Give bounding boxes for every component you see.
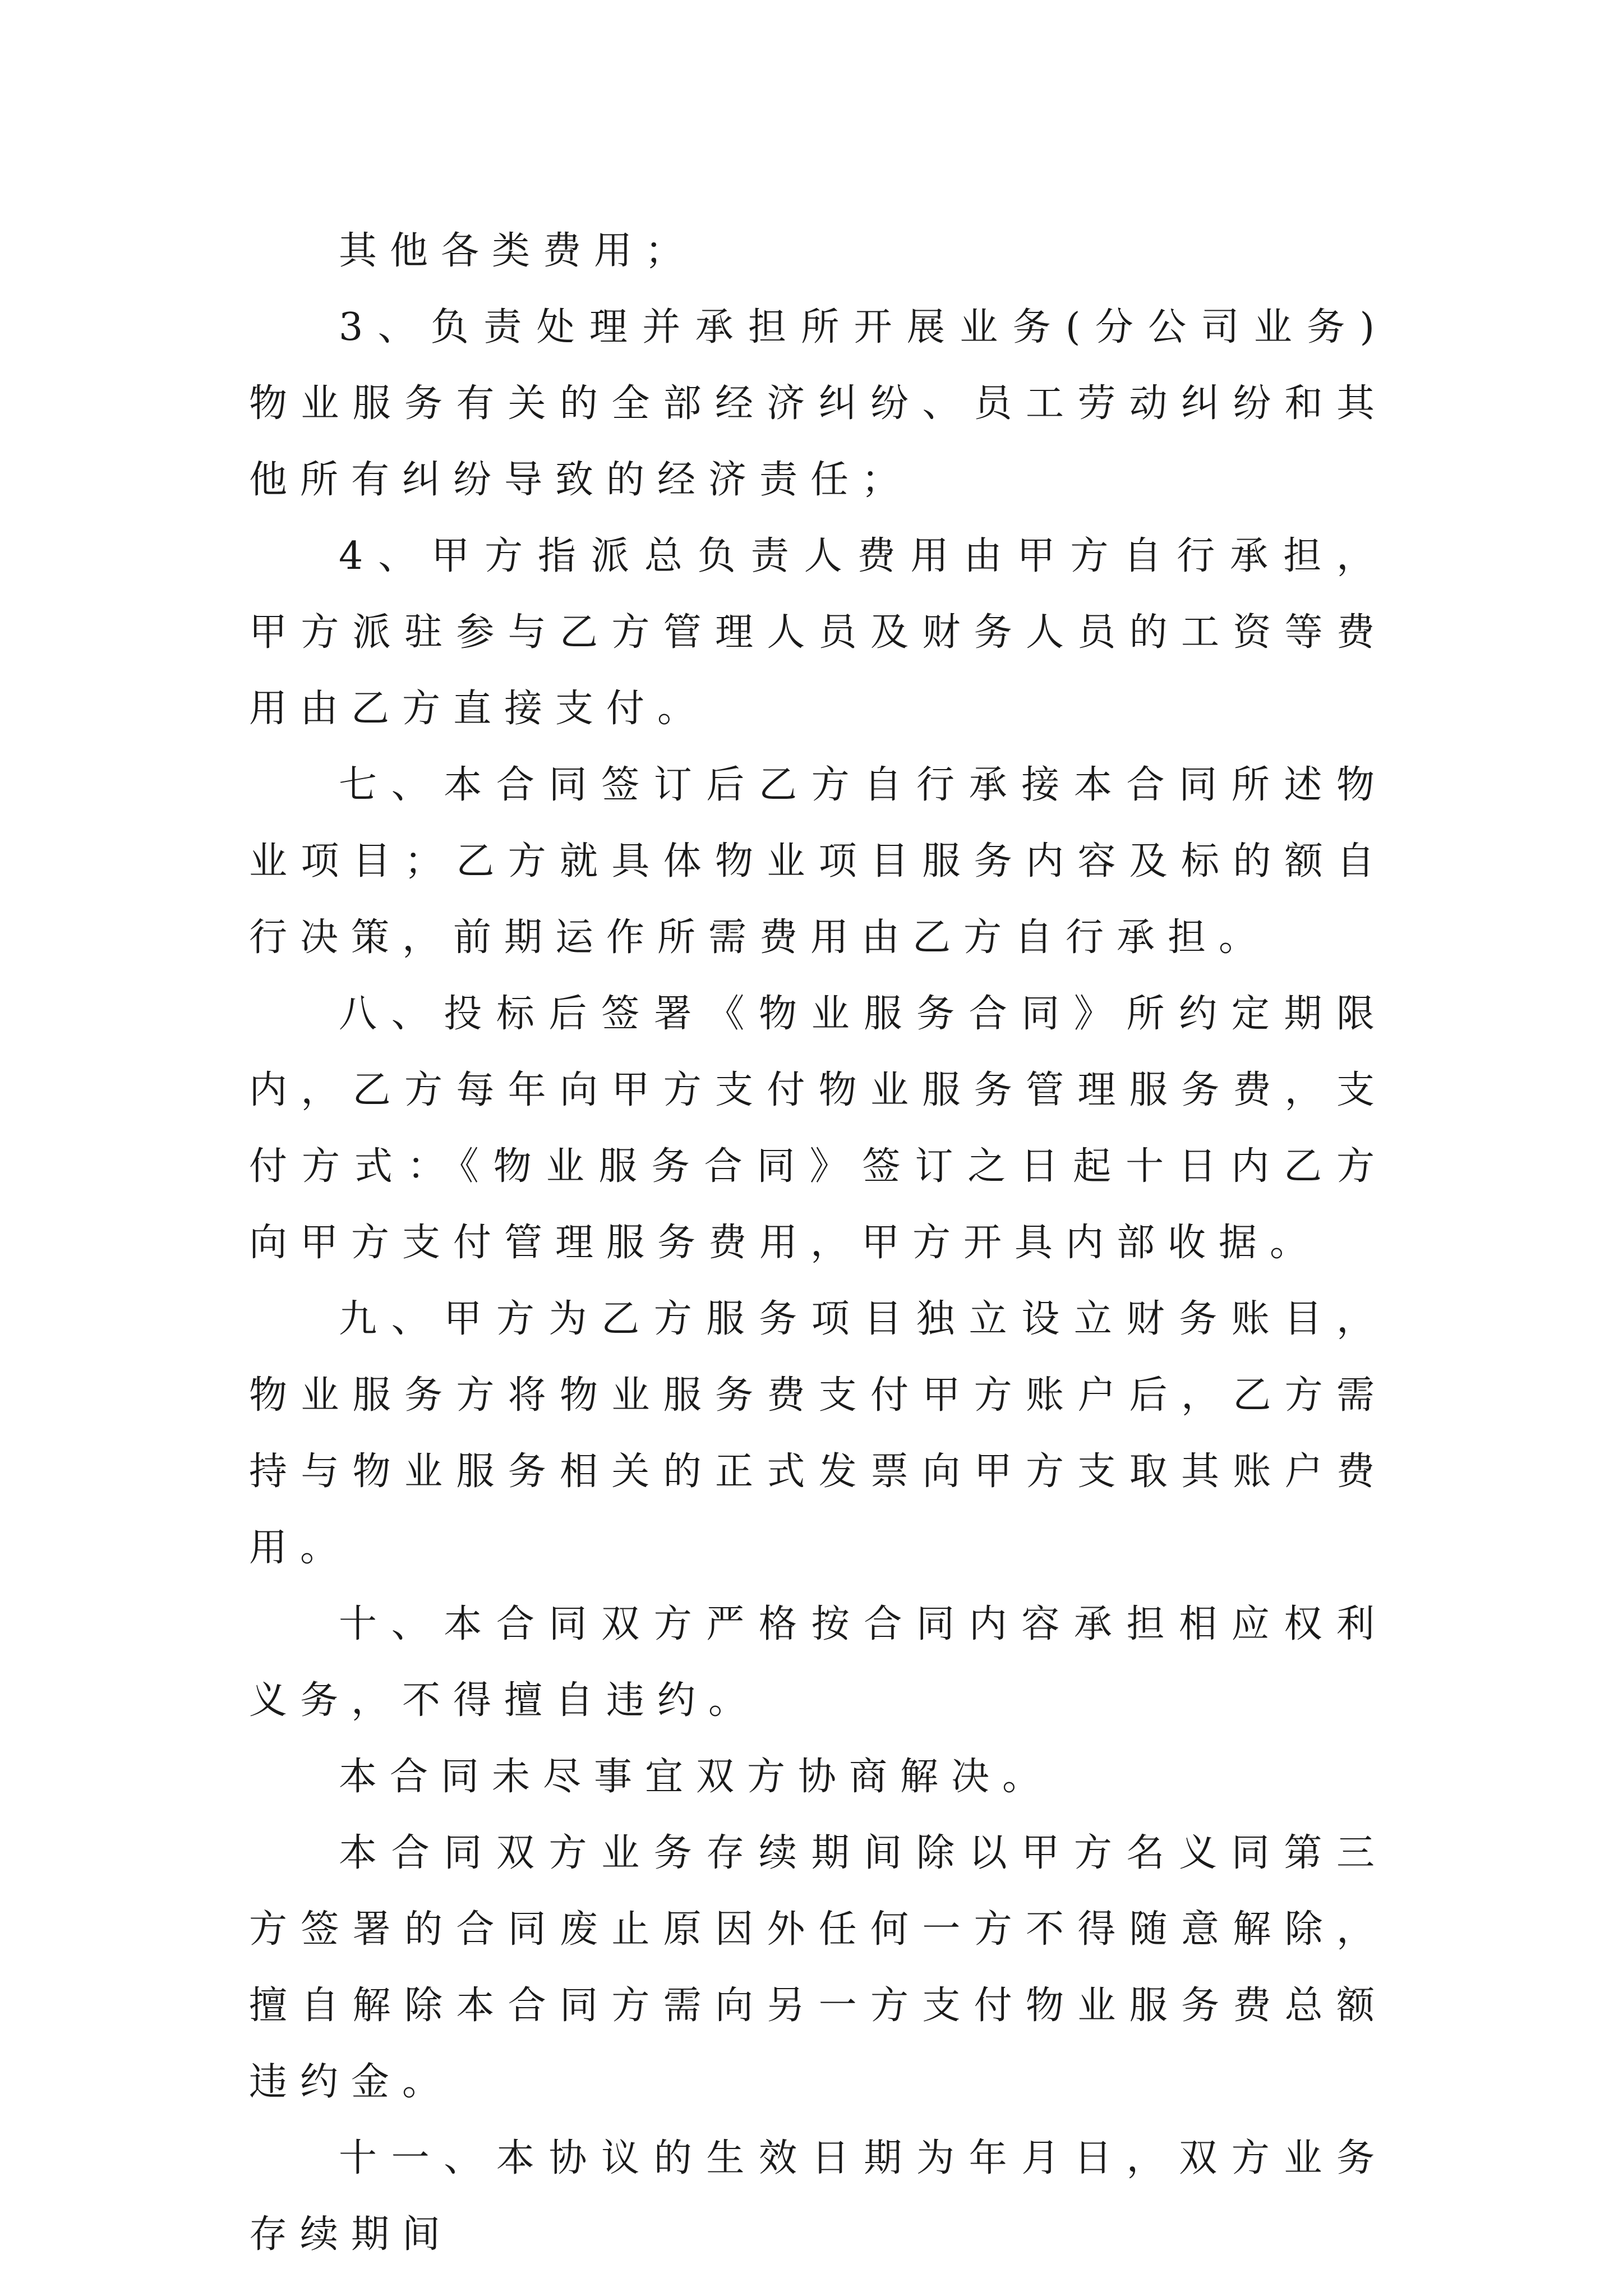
paragraph-item-3-disputes: 3、负责处理并承担所开展业务(分公司业务)物业服务有关的全部经济纠纷、员工劳动纠纷和其他所有纠纷导致的经济责任； <box>249 305 1387 502</box>
paragraph-clause-11: 十一、本协议的生效日期为年月日，双方业务存续期间 <box>249 2136 1387 2257</box>
document-body <box>249 213 1387 2273</box>
paragraph-clause-7: 七、本合同签订后乙方自行承接本合同所述物业项目；乙方就具体物业项目服务内容及标的额自行决策，前期运作所需费用由乙方自行承担。 <box>249 763 1387 960</box>
paragraph-clause-8: 八、投标后签署《物业服务合同》所约定期限内，乙方每年向甲方支付物业服务管理服务费，支付方式：《物业服务合同》签订之日起十日内乙方向甲方支付管理服务费用，甲方开具内部收据。 <box>249 992 1387 1265</box>
paragraph-item-4-staff-costs: 4、甲方指派总负责人费用由甲方自行承担，甲方派驻参与乙方管理人员及财务人员的工资等费用由乙方直接支付。 <box>249 534 1387 731</box>
paragraph-other-fees: 其他各类费用； <box>339 229 697 273</box>
paragraph-clause-10: 十、本合同双方严格按合同内容承担相应权利义务，不得擅自违约。 <box>249 1602 1387 1723</box>
paragraph-termination: 本合同双方业务存续期间除以甲方名义同第三方签署的合同废止原因外任何一方不得随意解除，擅自解除本合同方需向另一方支付物业服务费总额违约金。 <box>249 1831 1387 2104</box>
paragraph-clause-9: 九、甲方为乙方服务项目独立设立财务账目，物业服务方将物业服务费支付甲方账户后，乙方需持与物业服务相关的正式发票向甲方支取其账户费用。 <box>249 1297 1387 1570</box>
paragraph-unresolved-matters: 本合同未尽事宜双方协商解决。 <box>339 1755 1054 1799</box>
